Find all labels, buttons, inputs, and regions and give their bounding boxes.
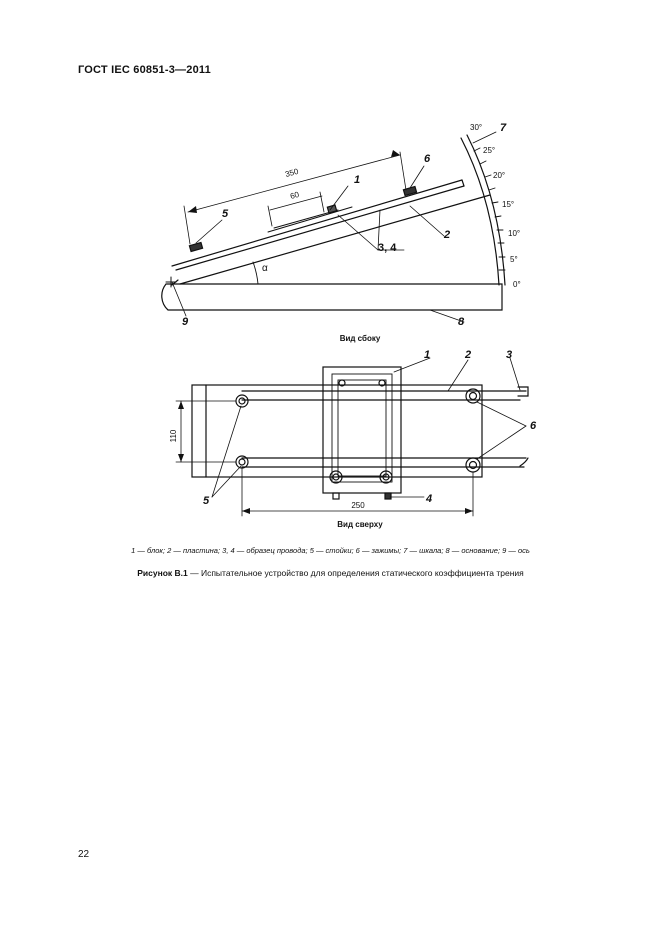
callout-side-2: 2 [444,229,451,241]
callout-side-9: 9 [182,316,189,328]
callout-side-7: 7 [500,122,507,134]
scale-arc [467,135,505,285]
scale-30: 30° [470,123,483,132]
alpha-label: α [262,263,268,274]
side-view-label: Вид сбоку [339,334,381,343]
caption-label: Рисунок В.1 [137,568,188,578]
scale-10: 10° [508,229,521,238]
dim-350-side: 350 [284,166,300,179]
callout-top-6: 6 [530,420,537,432]
callout-side-1: 1 [354,174,361,186]
callout-top-5: 5 [203,495,210,507]
document-header: ГОСТ IEC 60851-3—2011 [78,64,211,76]
plate-upper-edge [172,180,462,266]
callout-top-2: 2 [465,349,472,361]
callout-side-8: 8 [458,316,465,328]
figure-legend: 1 — блок; 2 — пластина; 3, 4 — образец провода; 5 — стойки; 6 — зажимы; 7 — шкала; 8 — основание; 9 — ось [131,546,530,555]
scale-15: 15° [502,200,515,209]
figure-caption [0,568,661,578]
scale-25: 25° [483,146,496,155]
callout-top-4: 4 [426,493,433,505]
base-top [192,385,482,477]
top-view-drawing [176,358,528,516]
callout-top-1: 1 [424,349,431,361]
callout-side-6: 6 [424,153,431,165]
page-number: 22 [78,849,90,860]
caption-text: — Испытательное устройство для определения статического коэффициента трения [187,568,524,578]
base-outline [162,284,502,310]
dim-110: 110 [169,429,178,443]
callout-side-5: 5 [222,208,229,220]
angle-arc [253,262,258,284]
scale-5: 5° [510,255,518,264]
top-view-label: Вид сверху [337,520,383,529]
side-clamp-left [189,242,202,251]
side-view-drawing [162,132,505,322]
dim-60: 60 [289,189,301,201]
callout-side-34: 3, 4 [378,242,397,254]
dim-250: 250 [351,501,365,510]
scale-0: 0° [513,280,521,289]
callout-top-3: 3 [506,349,513,361]
scale-20: 20° [493,171,506,180]
